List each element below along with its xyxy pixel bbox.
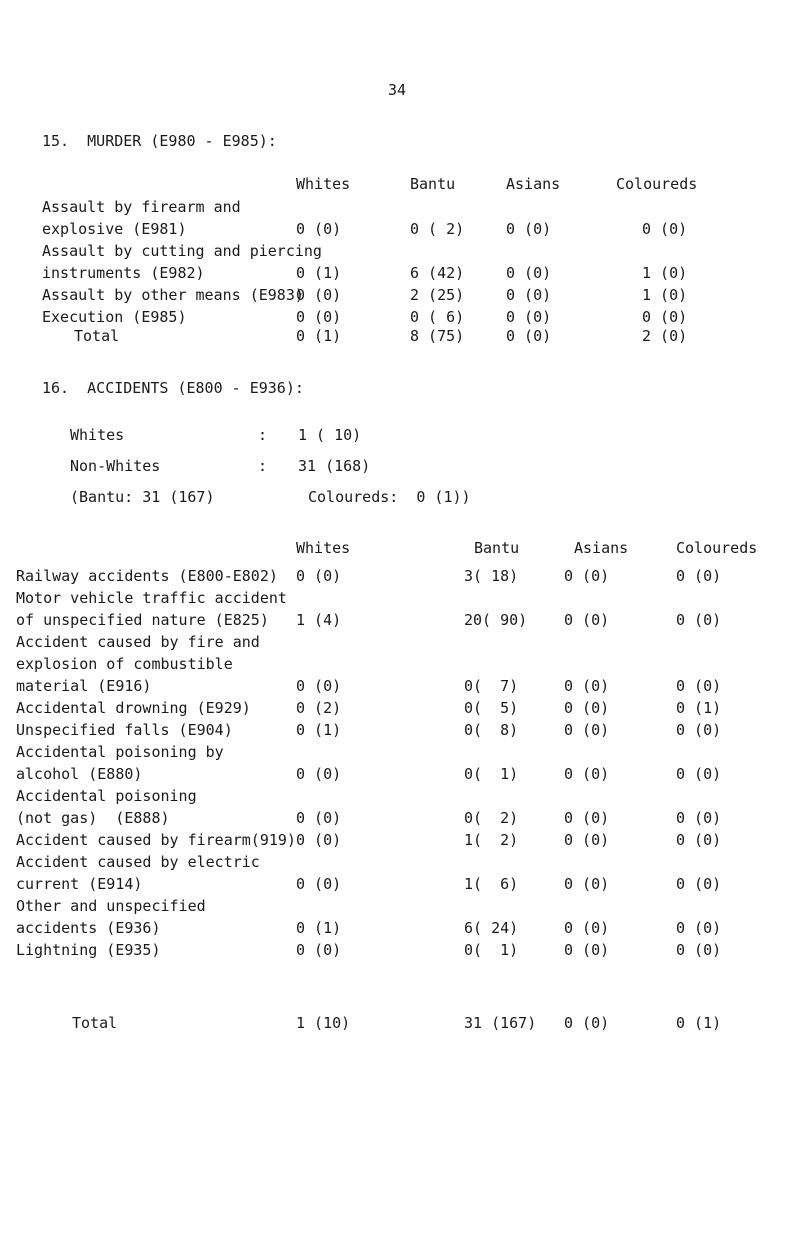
section-16-cell-coloureds: 0 (0)	[676, 721, 722, 739]
section-16-cell-asians: 0 (0)	[564, 875, 610, 893]
section-16-cell-whites: 0 (2)	[296, 699, 342, 717]
section-15-cell-asians: 0 (0)	[506, 220, 552, 238]
section-15-cell-whites: 0 (0)	[296, 220, 342, 238]
section-16-row-label: Railway accidents (E800-E802)	[16, 567, 278, 585]
summary-separator: :	[258, 457, 268, 475]
section-15-col-header: Whites	[296, 175, 351, 193]
section-16-cell-whites: 0 (1)	[296, 721, 342, 739]
section-15-total-asians: 0 (0)	[506, 327, 552, 345]
section-16-cell-asians: 0 (0)	[564, 677, 610, 695]
section-16-row-label: Motor vehicle traffic accident	[16, 589, 287, 607]
section-16-cell-coloureds: 0 (1)	[676, 699, 722, 717]
section-16-total-label: Total	[72, 1014, 118, 1032]
section-16-cell-coloureds: 0 (0)	[676, 919, 722, 937]
section-16-cell-whites: 0 (0)	[296, 941, 342, 959]
section-16-cell-bantu: 0( 7)	[464, 677, 519, 695]
section-16-cell-whites: 0 (0)	[296, 567, 342, 585]
section-16-cell-bantu: 20( 90)	[464, 611, 528, 629]
section-16-cell-coloureds: 0 (0)	[676, 611, 722, 629]
section-16-cell-coloureds: 0 (0)	[676, 809, 722, 827]
section-16-heading: 16. ACCIDENTS (E800 - E936):	[42, 379, 304, 397]
section-16-cell-asians: 0 (0)	[564, 765, 610, 783]
section-15-cell-asians: 0 (0)	[506, 264, 552, 282]
section-16-col-header: Coloureds	[676, 539, 758, 557]
summary-value: 1 ( 10)	[298, 426, 362, 444]
section-16-col-header: Bantu	[474, 539, 520, 557]
section-16-row-label: material (E916)	[16, 677, 152, 695]
section-15-total-coloureds: 2 (0)	[642, 327, 688, 345]
section-16-row-label: Accidental poisoning by	[16, 743, 224, 761]
section-16-cell-bantu: 6( 24)	[464, 919, 519, 937]
section-15-cell-coloureds: 0 (0)	[642, 220, 688, 238]
summary-label: Whites	[70, 426, 125, 444]
page-number: 34	[388, 81, 407, 99]
section-15-cell-whites: 0 (0)	[296, 308, 342, 326]
section-16-row-label: alcohol (E880)	[16, 765, 143, 783]
section-15-row-label: explosive (E981)	[42, 220, 187, 238]
section-15-heading: 15. MURDER (E980 - E985):	[42, 132, 277, 150]
section-15-col-header: Coloureds	[616, 175, 698, 193]
section-16-row-label: Unspecified falls (E904)	[16, 721, 233, 739]
section-16-total-coloureds: 0 (1)	[676, 1014, 722, 1032]
section-16-cell-asians: 0 (0)	[564, 919, 610, 937]
section-15-col-header: Asians	[506, 175, 561, 193]
section-16-row-label: accidents (E936)	[16, 919, 161, 937]
section-16-row-label: Accident caused by firearm(919)	[16, 831, 296, 849]
section-16-cell-coloureds: 0 (0)	[676, 567, 722, 585]
section-15-cell-bantu: 0 ( 2)	[410, 220, 465, 238]
section-16-row-label: Other and unspecified	[16, 897, 206, 915]
section-16-cell-asians: 0 (0)	[564, 809, 610, 827]
section-16-cell-bantu: 0( 1)	[464, 765, 519, 783]
section-16-cell-asians: 0 (0)	[564, 611, 610, 629]
section-16-cell-coloureds: 0 (0)	[676, 765, 722, 783]
section-16-cell-bantu: 0( 8)	[464, 721, 519, 739]
section-16-cell-asians: 0 (0)	[564, 941, 610, 959]
section-16-cell-asians: 0 (0)	[564, 721, 610, 739]
section-16-col-header: Whites	[296, 539, 351, 557]
section-16-cell-bantu: 3( 18)	[464, 567, 519, 585]
section-16-total-whites: 1 (10)	[296, 1014, 351, 1032]
section-16-row-label: explosion of combustible	[16, 655, 233, 673]
section-15-cell-whites: 0 (1)	[296, 264, 342, 282]
section-16-cell-bantu: 0( 2)	[464, 809, 519, 827]
summary-value: 31 (168)	[298, 457, 371, 475]
section-16-cell-coloureds: 0 (0)	[676, 677, 722, 695]
section-15-cell-bantu: 6 (42)	[410, 264, 465, 282]
section-15-col-header: Bantu	[410, 175, 456, 193]
section-16-total-bantu: 31 (167)	[464, 1014, 537, 1032]
section-15-total-bantu: 8 (75)	[410, 327, 465, 345]
section-15-row-label: Assault by firearm and	[42, 198, 241, 216]
section-16-row-label: Lightning (E935)	[16, 941, 161, 959]
section-16-cell-coloureds: 0 (0)	[676, 941, 722, 959]
section-16-row-label: Accident caused by electric	[16, 853, 260, 871]
section-16-row-label: (not gas) (E888)	[16, 809, 170, 827]
section-16-cell-coloureds: 0 (0)	[676, 875, 722, 893]
section-16-cell-asians: 0 (0)	[564, 567, 610, 585]
section-16-row-label: of unspecified nature (E825)	[16, 611, 269, 629]
section-16-cell-bantu: 1( 2)	[464, 831, 519, 849]
section-16-col-header: Asians	[574, 539, 629, 557]
section-16-cell-asians: 0 (0)	[564, 831, 610, 849]
section-15-row-label: Assault by cutting and piercing	[42, 242, 322, 260]
section-16-cell-bantu: 1( 6)	[464, 875, 519, 893]
coloureds-breakdown: Coloureds: 0 (1))	[308, 488, 471, 506]
section-15-total-label: Total	[74, 327, 120, 345]
section-16-cell-whites: 0 (0)	[296, 677, 342, 695]
section-16-row-label: Accidental drowning (E929)	[16, 699, 251, 717]
section-16-row-label: current (E914)	[16, 875, 143, 893]
section-16-cell-bantu: 0( 5)	[464, 699, 519, 717]
summary-label: Non-Whites	[70, 457, 161, 475]
section-16-cell-coloureds: 0 (0)	[676, 831, 722, 849]
section-16-cell-whites: 0 (1)	[296, 919, 342, 937]
section-15-cell-bantu: 2 (25)	[410, 286, 465, 304]
section-16-cell-bantu: 0( 1)	[464, 941, 519, 959]
section-15-cell-whites: 0 (0)	[296, 286, 342, 304]
section-15-cell-coloureds: 1 (0)	[642, 264, 688, 282]
section-16-cell-asians: 0 (0)	[564, 699, 610, 717]
section-16-row-label: Accident caused by fire and	[16, 633, 260, 651]
section-15-cell-coloureds: 1 (0)	[642, 286, 688, 304]
section-16-cell-whites: 0 (0)	[296, 765, 342, 783]
section-15-row-label: Assault by other means (E983)	[42, 286, 304, 304]
section-16-cell-whites: 0 (0)	[296, 875, 342, 893]
section-15-cell-coloureds: 0 (0)	[642, 308, 688, 326]
summary-separator: :	[258, 426, 268, 444]
section-15-row-label: Execution (E985)	[42, 308, 187, 326]
section-16-cell-whites: 1 (4)	[296, 611, 342, 629]
section-16-total-asians: 0 (0)	[564, 1014, 610, 1032]
section-15-total-whites: 0 (1)	[296, 327, 342, 345]
section-15-row-label: instruments (E982)	[42, 264, 205, 282]
section-15-cell-bantu: 0 ( 6)	[410, 308, 465, 326]
section-16-row-label: Accidental poisoning	[16, 787, 197, 805]
section-16-cell-whites: 0 (0)	[296, 831, 342, 849]
section-16-cell-whites: 0 (0)	[296, 809, 342, 827]
section-15-cell-asians: 0 (0)	[506, 308, 552, 326]
bantu-breakdown: (Bantu: 31 (167)	[70, 488, 215, 506]
section-15-cell-asians: 0 (0)	[506, 286, 552, 304]
